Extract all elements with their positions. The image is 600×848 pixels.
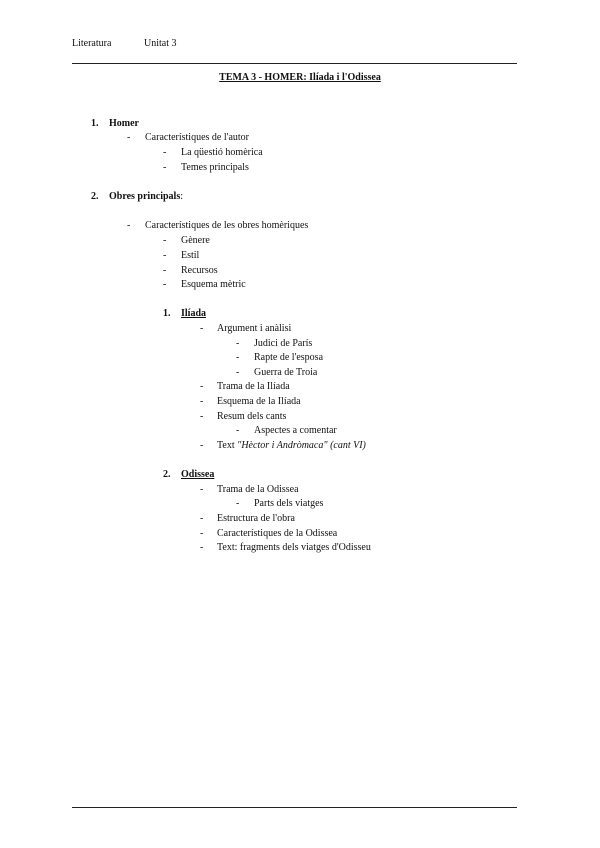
header-divider bbox=[72, 63, 517, 64]
iliada-number: 1. bbox=[163, 308, 171, 319]
bullet-dash: - bbox=[200, 411, 204, 422]
bullet-dash: - bbox=[163, 250, 167, 261]
odissea-text: Text: fragments dels viatges d'Odisseu bbox=[217, 542, 371, 553]
section2-subitem: Recursos bbox=[181, 265, 218, 276]
iliada-text-line bbox=[217, 439, 366, 454]
bullet-dash: - bbox=[200, 484, 204, 495]
odissea-trama-subitem: Parts dels viatges bbox=[254, 498, 324, 509]
iliada-heading: Ilíada bbox=[181, 308, 207, 319]
section1-heading: Homer bbox=[109, 118, 139, 129]
bullet-dash: - bbox=[163, 235, 167, 246]
section2-heading-wrap bbox=[109, 190, 183, 205]
section1-subitem: Temes principals bbox=[181, 162, 249, 173]
iliada-argument-subitem: Rapte de l'esposa bbox=[254, 352, 324, 363]
section1-subitem: La qüestió homèrica bbox=[181, 147, 263, 158]
iliada-text-title: "Hèctor i Andròmaca" (cant VI) bbox=[237, 440, 366, 451]
bullet-dash: - bbox=[236, 498, 240, 509]
bullet-dash: - bbox=[200, 513, 204, 524]
bullet-dash: - bbox=[127, 132, 131, 143]
odissea-trama: Trama de la Odissea bbox=[217, 484, 299, 495]
section1-number: 1. bbox=[91, 118, 99, 129]
bullet-dash: - bbox=[200, 528, 204, 539]
bullet-dash: - bbox=[163, 147, 167, 158]
section1-item: Característiques de l'autor bbox=[145, 132, 249, 143]
bullet-dash: - bbox=[236, 352, 240, 363]
iliada-trama: Trama de la Ilíada bbox=[217, 381, 290, 392]
section2-subitem: Gènere bbox=[181, 235, 210, 246]
iliada-argument-subitem: Guerra de Troia bbox=[254, 367, 318, 378]
bullet-dash: - bbox=[200, 323, 204, 334]
bullet-dash: - bbox=[236, 367, 240, 378]
section2-heading: Obres principals bbox=[109, 191, 181, 202]
iliada-esquema: Esquema de la Ilíada bbox=[217, 396, 301, 407]
iliada-text-label: Text bbox=[217, 440, 235, 451]
odissea-number: 2. bbox=[163, 469, 171, 480]
bullet-dash: - bbox=[127, 220, 131, 231]
section2-subitem: Esquema mètric bbox=[181, 279, 246, 290]
iliada-argument-subitem: Judici de París bbox=[254, 338, 313, 349]
iliada-resum: Resum dels cants bbox=[217, 411, 287, 422]
bullet-dash: - bbox=[163, 162, 167, 173]
bullet-dash: - bbox=[200, 381, 204, 392]
odissea-caracteristiques: Característiques de la Odissea bbox=[217, 528, 338, 539]
header-subject: Literatura bbox=[72, 38, 112, 49]
header-unit: Unitat 3 bbox=[144, 38, 177, 49]
section2-heading-colon: : bbox=[180, 191, 183, 202]
section2-item: Característiques de les obres homèriques bbox=[145, 220, 309, 231]
section2-number: 2. bbox=[91, 191, 99, 202]
iliada-resum-subitem: Aspectes a comentar bbox=[254, 425, 337, 436]
section2-subitem: Estil bbox=[181, 250, 200, 261]
page-title: TEMA 3 - HOMER: Ilíada i l'Odissea bbox=[219, 72, 381, 83]
odissea-heading: Odissea bbox=[181, 469, 215, 480]
bullet-dash: - bbox=[200, 440, 204, 451]
odissea-estructura: Estructura de l'obra bbox=[217, 513, 295, 524]
bullet-dash: - bbox=[163, 265, 167, 276]
bullet-dash: - bbox=[236, 338, 240, 349]
iliada-argument: Argument i anàlisi bbox=[217, 323, 292, 334]
bullet-dash: - bbox=[200, 396, 204, 407]
footer-divider bbox=[72, 807, 517, 808]
bullet-dash: - bbox=[200, 542, 204, 553]
bullet-dash: - bbox=[236, 425, 240, 436]
bullet-dash: - bbox=[163, 279, 167, 290]
